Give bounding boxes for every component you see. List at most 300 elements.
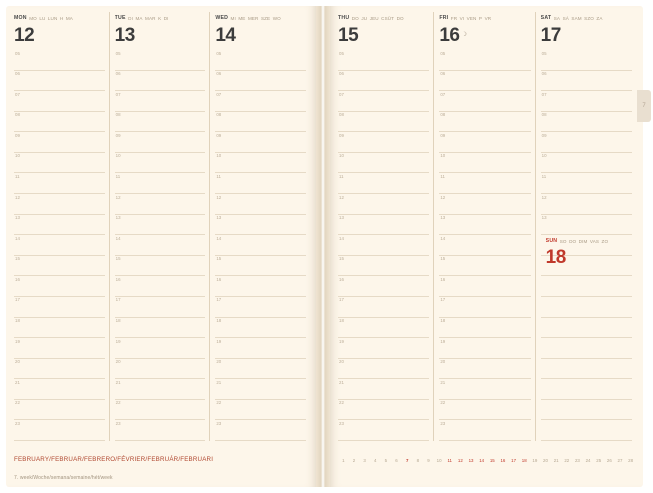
hour-label: 21 bbox=[440, 379, 446, 385]
hour-label: 21 bbox=[339, 379, 344, 385]
week-number-23[interactable]: 23 bbox=[574, 458, 580, 463]
hour-row[interactable] bbox=[439, 50, 530, 71]
hour-row[interactable] bbox=[215, 318, 306, 339]
day-header bbox=[546, 235, 628, 247]
week-number-2[interactable]: 2 bbox=[352, 458, 356, 463]
hour-label: 15 bbox=[115, 256, 121, 262]
hour-row[interactable] bbox=[115, 153, 206, 174]
hour-row[interactable] bbox=[338, 338, 429, 359]
hour-row[interactable] bbox=[115, 400, 206, 421]
hour-row[interactable] bbox=[439, 215, 530, 236]
hour-label: 19 bbox=[440, 338, 446, 344]
hour-grid bbox=[14, 50, 105, 441]
week-number-14[interactable]: 14 bbox=[479, 458, 485, 463]
weekday-alt-4: MA bbox=[65, 15, 73, 21]
hour-label: 07 bbox=[440, 91, 446, 97]
weekday-alt-4: DO bbox=[396, 15, 404, 21]
hour-label: 05 bbox=[339, 50, 344, 56]
week-number-15[interactable]: 15 bbox=[489, 458, 495, 463]
hour-label: 05 bbox=[216, 50, 222, 56]
hour-row[interactable] bbox=[215, 215, 306, 236]
hour-label: 06 bbox=[216, 71, 222, 77]
hour-row[interactable] bbox=[115, 91, 206, 112]
hour-row[interactable] bbox=[215, 400, 306, 421]
weekday-abbr: SAT bbox=[540, 15, 552, 21]
hour-row[interactable] bbox=[115, 276, 206, 297]
hour-label: 17 bbox=[216, 297, 222, 303]
week-number-25[interactable]: 25 bbox=[596, 458, 602, 463]
hour-label: 10 bbox=[339, 153, 344, 159]
hour-label: 23 bbox=[216, 420, 222, 426]
hour-label: 10 bbox=[115, 153, 121, 159]
hour-row[interactable] bbox=[215, 132, 306, 153]
hour-label: 12 bbox=[216, 194, 222, 200]
hour-row[interactable] bbox=[338, 297, 429, 318]
hour-row[interactable] bbox=[115, 50, 206, 71]
weekday-alt-0: SA bbox=[553, 15, 561, 21]
weekday-alt-3: H bbox=[59, 15, 64, 21]
hour-grid bbox=[439, 50, 530, 441]
hour-row[interactable] bbox=[14, 132, 105, 153]
weekday-alt-4: WO bbox=[272, 15, 281, 21]
weekday-alt-0: MI bbox=[230, 15, 236, 21]
day-column-thu[interactable] bbox=[338, 12, 433, 441]
hour-row[interactable] bbox=[14, 379, 105, 400]
hour-row[interactable] bbox=[439, 173, 530, 194]
hour-row[interactable] bbox=[541, 132, 632, 153]
hour-row[interactable] bbox=[338, 132, 429, 153]
hour-row[interactable] bbox=[215, 420, 306, 441]
hour-row[interactable] bbox=[338, 153, 429, 174]
weekday-abbr: SUN bbox=[545, 238, 558, 245]
hour-row[interactable] bbox=[115, 215, 206, 236]
day-number: 12 bbox=[14, 25, 35, 46]
hour-row[interactable] bbox=[439, 297, 530, 318]
hour-label: 20 bbox=[440, 359, 446, 365]
hour-row[interactable] bbox=[14, 318, 105, 339]
weekday-alt-3: CSÜT bbox=[381, 15, 395, 21]
hour-row[interactable] bbox=[215, 297, 306, 318]
hour-label: 22 bbox=[216, 400, 222, 406]
weekday-alt-0: MO bbox=[29, 15, 37, 21]
hour-label: 18 bbox=[15, 318, 20, 324]
hour-label: 19 bbox=[15, 338, 20, 344]
hour-row[interactable] bbox=[338, 359, 429, 380]
hour-label: 06 bbox=[440, 71, 446, 77]
weekday-alt-2: LUN bbox=[47, 15, 58, 21]
hour-row[interactable] bbox=[215, 173, 306, 194]
hour-label: 10 bbox=[541, 153, 547, 159]
weekday-alt-0: DI bbox=[128, 15, 133, 21]
hour-label: 07 bbox=[15, 91, 20, 97]
hour-label: 13 bbox=[541, 215, 547, 221]
hour-row[interactable] bbox=[14, 71, 105, 92]
hour-row[interactable] bbox=[14, 400, 105, 421]
hour-row[interactable] bbox=[14, 359, 105, 380]
hour-label: 14 bbox=[15, 235, 20, 241]
hour-row[interactable] bbox=[338, 173, 429, 194]
hour-row[interactable] bbox=[14, 194, 105, 215]
hour-row[interactable] bbox=[541, 215, 632, 236]
hour-grid bbox=[338, 50, 429, 441]
hour-row[interactable] bbox=[541, 379, 632, 400]
hour-label: 09 bbox=[339, 132, 344, 138]
hour-row[interactable] bbox=[541, 173, 632, 194]
hour-label: 15 bbox=[216, 256, 222, 262]
weekday-abbr: FRI bbox=[439, 15, 449, 21]
hour-row[interactable] bbox=[14, 50, 105, 71]
hour-row[interactable] bbox=[338, 400, 429, 421]
hour-label: 23 bbox=[115, 420, 121, 426]
weekday-alt-2: MAR bbox=[145, 15, 156, 21]
day-number: 14 bbox=[215, 25, 236, 46]
hour-row[interactable] bbox=[338, 112, 429, 133]
week-number-28[interactable]: 28 bbox=[628, 458, 634, 463]
hour-label: 19 bbox=[115, 338, 121, 344]
hour-row[interactable] bbox=[115, 112, 206, 133]
hour-label: 11 bbox=[541, 173, 547, 179]
hour-row[interactable] bbox=[115, 297, 206, 318]
weekday-alt-1: DO bbox=[569, 238, 577, 244]
hour-row[interactable] bbox=[115, 132, 206, 153]
hour-row[interactable] bbox=[338, 276, 429, 297]
hour-row[interactable] bbox=[541, 50, 632, 71]
hour-row[interactable] bbox=[14, 91, 105, 112]
hour-row[interactable] bbox=[541, 91, 632, 112]
book-spine bbox=[316, 6, 330, 487]
hour-label: 08 bbox=[339, 112, 344, 118]
week-number-24[interactable]: 24 bbox=[585, 458, 591, 463]
hour-row[interactable] bbox=[338, 91, 429, 112]
hour-row[interactable] bbox=[541, 153, 632, 174]
day-number: 18 bbox=[545, 247, 566, 269]
hour-label: 17 bbox=[115, 297, 121, 303]
hour-row[interactable] bbox=[338, 194, 429, 215]
hour-row[interactable] bbox=[14, 297, 105, 318]
hour-label: 22 bbox=[339, 400, 344, 406]
hour-label: 18 bbox=[339, 318, 344, 324]
hour-row[interactable] bbox=[338, 50, 429, 71]
weekday-alt-1: VI bbox=[459, 15, 465, 21]
hour-row[interactable] bbox=[439, 338, 530, 359]
weekday-alt-3: SZO bbox=[584, 15, 594, 21]
hour-label: 08 bbox=[15, 112, 20, 118]
week-number-22[interactable]: 22 bbox=[564, 458, 570, 463]
hour-row[interactable] bbox=[215, 194, 306, 215]
hour-row[interactable] bbox=[115, 359, 206, 380]
month-footer: FEBRUARY/FEBRUAR/FEBRERO/FÉVRIER/FEBRUÁR/FEBRUARI bbox=[14, 456, 214, 463]
weekday-abbr: WED bbox=[215, 15, 229, 21]
hour-label: 17 bbox=[440, 297, 446, 303]
weekday-alt-2: MER bbox=[247, 15, 259, 21]
hour-label: 13 bbox=[339, 215, 344, 221]
day-column-mon[interactable] bbox=[14, 12, 109, 441]
week-number-18[interactable]: 18 bbox=[521, 458, 527, 463]
hour-row[interactable] bbox=[215, 112, 306, 133]
hour-label: 12 bbox=[541, 194, 547, 200]
weekday-alt-0: FR bbox=[450, 15, 458, 21]
weekday-abbr: THU bbox=[338, 15, 350, 21]
hour-row[interactable] bbox=[115, 318, 206, 339]
hour-row[interactable] bbox=[541, 420, 632, 441]
hour-row[interactable] bbox=[14, 420, 105, 441]
day-header bbox=[338, 12, 429, 24]
hour-row[interactable] bbox=[541, 194, 632, 215]
hour-label: 16 bbox=[15, 276, 20, 282]
hour-label: 12 bbox=[339, 194, 344, 200]
hour-row[interactable] bbox=[541, 71, 632, 92]
hour-row[interactable] bbox=[14, 112, 105, 133]
hour-row[interactable] bbox=[115, 235, 206, 256]
hour-label: 15 bbox=[339, 256, 344, 262]
weekday-alt-2: VEN bbox=[466, 15, 477, 21]
week-number-3[interactable]: 3 bbox=[363, 458, 366, 463]
hour-row[interactable] bbox=[439, 276, 530, 297]
hour-row[interactable] bbox=[115, 71, 206, 92]
hour-label: 19 bbox=[216, 338, 222, 344]
week-number-7[interactable]: 7 bbox=[405, 458, 409, 463]
hour-row[interactable] bbox=[215, 71, 306, 92]
hour-row[interactable] bbox=[541, 112, 632, 133]
hour-row[interactable] bbox=[439, 153, 530, 174]
hour-row[interactable] bbox=[14, 173, 105, 194]
hour-label: 14 bbox=[216, 235, 222, 241]
day-header bbox=[541, 12, 632, 24]
weekday-alt-1: MA bbox=[135, 15, 143, 21]
hour-label: 22 bbox=[115, 400, 121, 406]
hour-row[interactable] bbox=[215, 91, 306, 112]
hour-row[interactable] bbox=[541, 297, 632, 318]
hour-row[interactable] bbox=[338, 318, 429, 339]
hour-label: 13 bbox=[15, 215, 20, 221]
week-number-21[interactable]: 21 bbox=[553, 458, 559, 463]
day-column-sat-sun[interactable] bbox=[535, 12, 636, 441]
hour-label: 17 bbox=[15, 297, 20, 303]
week-number-20[interactable]: 20 bbox=[543, 458, 548, 463]
hour-label: 12 bbox=[15, 194, 20, 200]
weekday-alt-2: SAM bbox=[571, 15, 582, 21]
hour-grid bbox=[115, 50, 206, 441]
hour-row[interactable] bbox=[439, 400, 530, 421]
hour-row[interactable] bbox=[439, 420, 530, 441]
hour-row[interactable] bbox=[439, 112, 530, 133]
hour-label: 20 bbox=[216, 359, 222, 365]
weekday-alt-4: DI bbox=[163, 15, 169, 21]
hour-row[interactable] bbox=[115, 194, 206, 215]
weekday-alt-3: VAS bbox=[589, 238, 600, 244]
hour-row[interactable] bbox=[115, 256, 206, 277]
hour-row[interactable] bbox=[439, 379, 530, 400]
hour-row[interactable] bbox=[14, 338, 105, 359]
hour-row[interactable] bbox=[215, 359, 306, 380]
week-number-13[interactable]: 13 bbox=[468, 458, 474, 463]
hour-row[interactable] bbox=[215, 256, 306, 277]
hour-row[interactable] bbox=[541, 400, 632, 421]
hour-label: 07 bbox=[115, 91, 121, 97]
hour-row[interactable] bbox=[215, 338, 306, 359]
weekday-alt-1: ME bbox=[238, 15, 246, 21]
hour-label: 06 bbox=[541, 71, 547, 77]
sunday-block[interactable] bbox=[546, 235, 628, 268]
hour-row[interactable] bbox=[439, 91, 530, 112]
week-number-27[interactable]: 27 bbox=[617, 458, 623, 463]
hour-label: 05 bbox=[15, 50, 20, 56]
hour-label: 22 bbox=[440, 400, 446, 406]
hour-row[interactable] bbox=[541, 338, 632, 359]
day-column-fri[interactable] bbox=[433, 12, 534, 441]
weekday-abbr: MON bbox=[14, 15, 27, 21]
week-number-26[interactable]: 26 bbox=[606, 458, 612, 463]
hour-row[interactable] bbox=[439, 132, 530, 153]
hour-label: 10 bbox=[440, 153, 446, 159]
hour-label: 13 bbox=[440, 215, 446, 221]
hour-row[interactable] bbox=[215, 153, 306, 174]
week-number-5[interactable]: 5 bbox=[384, 458, 388, 463]
hour-label: 18 bbox=[440, 318, 446, 324]
hour-label: 12 bbox=[115, 194, 121, 200]
hour-label: 05 bbox=[115, 50, 121, 56]
hour-label: 13 bbox=[115, 215, 121, 221]
hour-row[interactable] bbox=[439, 194, 530, 215]
week-number-1[interactable]: 1 bbox=[342, 458, 345, 463]
week-number-17[interactable]: 17 bbox=[511, 458, 517, 463]
hour-label: 15 bbox=[440, 256, 446, 262]
week-number-19[interactable]: 19 bbox=[532, 458, 538, 463]
hour-label: 11 bbox=[216, 173, 221, 179]
hour-row[interactable] bbox=[338, 379, 429, 400]
hour-label: 16 bbox=[216, 276, 222, 282]
weekday-alt-2: JEU bbox=[369, 15, 379, 21]
moon-phase-icon: ☽ bbox=[461, 32, 467, 38]
hour-label: 16 bbox=[440, 276, 446, 282]
hour-label: 23 bbox=[440, 420, 446, 426]
hour-label: 12 bbox=[440, 194, 446, 200]
week-number-4[interactable]: 4 bbox=[374, 458, 377, 463]
right-page-columns bbox=[338, 12, 636, 441]
week-edge-tab[interactable]: 7 bbox=[637, 90, 651, 122]
hour-label: 16 bbox=[339, 276, 344, 282]
hour-label: 18 bbox=[216, 318, 222, 324]
hour-label: 20 bbox=[115, 359, 121, 365]
hour-row[interactable] bbox=[338, 71, 429, 92]
hour-label: 06 bbox=[339, 71, 344, 77]
week-number-16[interactable]: 16 bbox=[500, 458, 506, 463]
week-number-10[interactable]: 10 bbox=[436, 458, 442, 463]
hour-label: 08 bbox=[216, 112, 222, 118]
week-number-strip[interactable] bbox=[338, 458, 636, 463]
hour-label: 09 bbox=[15, 132, 20, 138]
hour-row[interactable] bbox=[215, 379, 306, 400]
weekday-abbr: TUE bbox=[114, 15, 126, 21]
hour-label: 11 bbox=[339, 173, 344, 179]
weekday-alt-1: JU bbox=[361, 15, 368, 21]
hour-label: 05 bbox=[440, 50, 446, 56]
hour-row[interactable] bbox=[338, 235, 429, 256]
hour-row[interactable] bbox=[14, 215, 105, 236]
hour-row[interactable] bbox=[14, 235, 105, 256]
hour-row[interactable] bbox=[338, 420, 429, 441]
weekday-alt-1: LU bbox=[39, 15, 46, 21]
hour-row[interactable] bbox=[439, 256, 530, 277]
weekday-alt-0: DO bbox=[351, 15, 359, 21]
hour-label: 09 bbox=[216, 132, 222, 138]
hour-row[interactable] bbox=[215, 50, 306, 71]
hour-label: 14 bbox=[339, 235, 344, 241]
hour-label: 09 bbox=[115, 132, 121, 138]
hour-label: 11 bbox=[15, 173, 20, 179]
hour-row[interactable] bbox=[541, 276, 632, 297]
day-number bbox=[439, 24, 530, 45]
hour-row[interactable] bbox=[14, 153, 105, 174]
weekday-alt-1: SÁ bbox=[562, 15, 569, 21]
hour-label: 16 bbox=[115, 276, 121, 282]
hour-label: 06 bbox=[115, 71, 121, 77]
hour-row[interactable] bbox=[338, 256, 429, 277]
hour-row[interactable] bbox=[14, 256, 105, 277]
hour-label: 09 bbox=[440, 132, 446, 138]
hour-row[interactable] bbox=[115, 420, 206, 441]
day-column-tue[interactable] bbox=[109, 12, 210, 441]
week-number-8[interactable]: 8 bbox=[416, 458, 420, 463]
hour-label: 23 bbox=[15, 420, 20, 426]
weekday-alt-3: SZE bbox=[260, 15, 271, 21]
hour-label: 21 bbox=[115, 379, 121, 385]
hour-label: 20 bbox=[15, 359, 20, 365]
hour-row[interactable] bbox=[215, 276, 306, 297]
day-number: 15 bbox=[338, 25, 359, 46]
saturday-sunday-grid bbox=[541, 50, 632, 441]
hour-row[interactable] bbox=[215, 235, 306, 256]
hour-row[interactable] bbox=[541, 359, 632, 380]
hour-row[interactable] bbox=[115, 173, 206, 194]
hour-label: 21 bbox=[15, 379, 20, 385]
hour-row[interactable] bbox=[439, 318, 530, 339]
day-number: 17 bbox=[540, 25, 561, 46]
hour-label: 13 bbox=[216, 215, 222, 221]
week-number-9[interactable]: 9 bbox=[427, 458, 430, 463]
hour-label: 20 bbox=[339, 359, 344, 365]
hour-label: 18 bbox=[115, 318, 121, 324]
hour-row[interactable] bbox=[439, 359, 530, 380]
hour-row[interactable] bbox=[115, 338, 206, 359]
hour-row[interactable] bbox=[115, 379, 206, 400]
week-number-11[interactable]: 11 bbox=[447, 458, 452, 463]
week-footer: 7. week/Woche/semana/semaine/hét/week bbox=[14, 475, 113, 481]
hour-label: 09 bbox=[541, 132, 547, 138]
weekday-alt-3: P bbox=[478, 15, 483, 21]
hour-label: 23 bbox=[339, 420, 344, 426]
week-number-12[interactable]: 12 bbox=[457, 458, 463, 463]
hour-row[interactable] bbox=[14, 276, 105, 297]
day-number-value: 16 bbox=[439, 25, 460, 46]
hour-row[interactable] bbox=[541, 318, 632, 339]
hour-row[interactable] bbox=[338, 215, 429, 236]
day-header bbox=[439, 12, 530, 24]
hour-grid bbox=[215, 50, 306, 441]
weekday-alt-3: K bbox=[158, 15, 162, 21]
hour-label: 22 bbox=[15, 400, 20, 406]
hour-label: 14 bbox=[115, 235, 121, 241]
hour-label: 15 bbox=[15, 256, 20, 262]
hour-label: 06 bbox=[15, 71, 20, 77]
hour-label: 11 bbox=[440, 173, 445, 179]
hour-label: 11 bbox=[115, 173, 121, 179]
hour-row[interactable] bbox=[439, 235, 530, 256]
weekday-alt-4: ZO bbox=[601, 238, 609, 244]
hour-row[interactable] bbox=[439, 71, 530, 92]
day-column-wed[interactable] bbox=[209, 12, 310, 441]
week-number-6[interactable]: 6 bbox=[395, 458, 398, 463]
